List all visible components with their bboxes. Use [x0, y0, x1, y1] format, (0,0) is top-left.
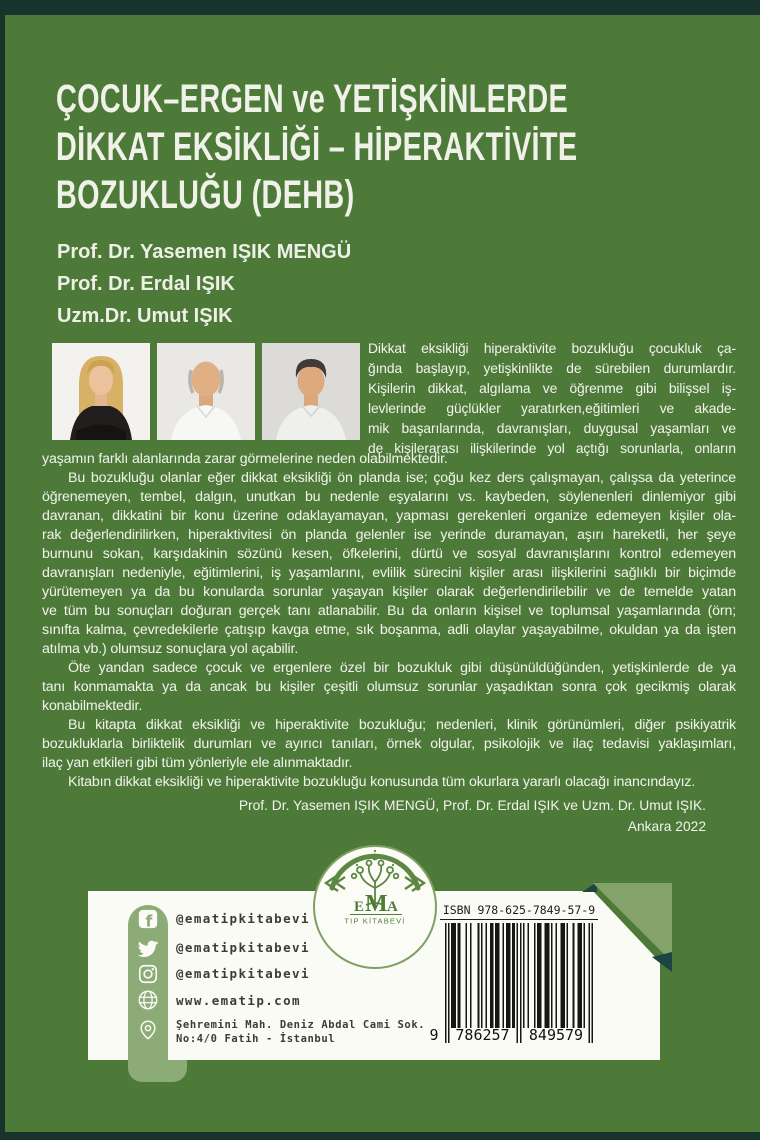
top-dark-band	[0, 0, 760, 15]
barcode-digit-lead: 9	[429, 1026, 439, 1044]
author-photo-bald-man	[157, 343, 255, 440]
authors-list	[57, 236, 351, 332]
paragraph-3	[42, 659, 736, 716]
paragraph-5	[42, 773, 736, 792]
address-line-1: Şehremini Mah. Deniz Abdal Cami Sok.	[176, 1019, 426, 1031]
synopsis-text	[42, 450, 736, 792]
paragraph-4	[42, 716, 736, 773]
svg-text:E: E	[354, 899, 365, 915]
facebook-icon	[137, 908, 159, 930]
intro-section	[52, 341, 736, 456]
author-2: Prof. Dr. Erdal IŞIK	[57, 273, 235, 295]
instagram-handle: @ematipkitabevi	[176, 966, 310, 981]
isbn-label: ISBN 978-625-7849-57-9	[440, 903, 598, 920]
text-line: rak değerlendirilirken, hiperaktivitesi ön planda gelenler ise yerinde duramayan, aşırı hareketli, her şeye	[42, 527, 736, 543]
svg-text:M: M	[365, 891, 388, 917]
text-line: Kişilerin dikkat, algılama ve öğrenme gibi bilişsel iş-	[368, 381, 736, 396]
paragraph-1-end	[42, 450, 736, 469]
barcode-digits-right: 849579	[528, 1026, 584, 1044]
publisher-logo	[310, 842, 440, 972]
text-line: bozukluklarla birliktelik durumları ve ayırıcı tanıları, örnek olgular, psikolojik ve ilaç tedavisi yaklaşımları,	[42, 736, 736, 752]
book-title	[56, 75, 760, 219]
author-photo-dark-haired-man	[262, 343, 360, 440]
title-line-2: DİKKAT EKSİKLİĞİ – HİPERAKTİVİTE	[56, 125, 578, 169]
text-line: Bu kitapta dikkat eksikliği ve hiperaktivite bozukluğu; nedenleri, klinik görünümleri, diğer psikiyatrik	[68, 717, 736, 733]
instagram-icon	[137, 963, 159, 985]
bottom-dark-band	[0, 1132, 760, 1140]
author-1: Prof. Dr. Yasemen IŞIK MENGÜ	[57, 241, 352, 263]
paragraph-2	[42, 469, 736, 659]
text-line: yürütemeyen ya da bu konularda sorunlar yaşayan kişiler olarak değerlendirilebilir ve de temelde yatan	[42, 584, 736, 600]
globe-icon	[137, 989, 159, 1011]
barcode-digits-left: 786257	[455, 1026, 510, 1044]
author-photos	[52, 343, 360, 440]
ean13-barcode	[445, 923, 593, 1043]
author-3: Uzm.Dr. Umut IŞIK	[57, 305, 233, 327]
text-line: sınıfta kalma, çevredekilerle çatışıp kavga etme, sık boşanma, adli olaylar yaşayabilme, okuldan ya da işten	[42, 622, 736, 638]
intro-paragraph-column	[368, 339, 736, 459]
logo-tagline: TIP KİTABEVİ	[344, 916, 406, 926]
text-line: davranışları nedeniyle, eğitimlerini, iş yaşamlarını, evlilik sürecini kişiler arası ilişkilerini sağlıklı bir biçimde	[42, 565, 736, 581]
publisher-address	[176, 1018, 425, 1046]
title-line-3: BOZUKLUĞU (DEHB)	[56, 173, 355, 217]
svg-text:A: A	[387, 899, 398, 915]
text-line: öğrenemeyen, tembel, dalgın, unutkan bu nedenle eşyalarını vs. kaybeden, söylenenleri dinlemiyor gibi	[42, 489, 736, 505]
text-line: konabilmektedir.	[42, 698, 143, 714]
left-dark-band	[0, 0, 5, 1140]
credit-block	[239, 795, 706, 837]
text-line: levlerinde güçlükler yaratırken,eğitimleri ve akade-	[368, 401, 736, 416]
author-photo-woman	[52, 343, 150, 440]
text-line: ğında başlayıp, yetişkinlikte de sürebilen durumlardır.	[368, 361, 736, 376]
text-line: davranan, dikkatini bir konu üzerine odaklayamayan, yapması gerekenleri organize edemeyen kişiler ola-	[42, 508, 736, 524]
text-line: tanı konmamakta ya da ancak bu kişiler çeşitli olumsuz sorunlar yaşadıktan sonra çok gecikmiş olarak	[42, 679, 736, 695]
text-line: mik başarılarında, davranışları, duygusal yaşamları ve	[368, 421, 736, 436]
credit-date: Ankara 2022	[627, 819, 706, 834]
text-line: Dikkat eksikliği hiperaktivite bozukluğu çocukluk ça-	[368, 341, 736, 356]
text-line: de kişilerarası ilişkilerinde yol açtığı sorunlarla, onların	[368, 441, 736, 456]
text-line: ve tüm bu sonuçları doğuran gerçek tanı atlanabilir. Bu da onların kişisel ve toplumsal yaşamlarında (örn;	[42, 603, 736, 619]
text-line: Öte yandan sadece çocuk ve ergenlere özel bir bozukluk gibi düşünüldüğünden, yetişkinlerde de ya	[68, 660, 736, 676]
facebook-handle: @ematipkitabevi	[176, 911, 310, 926]
credit-authors: Prof. Dr. Yasemen IŞIK MENGÜ, Prof. Dr. Erdal IŞIK ve Uzm. Dr. Umut IŞIK.	[238, 798, 706, 813]
text-line: Bu bozukluğu olanlar eğer dikkat eksikliği ön planda ise; çoğu kez ders çalışmayan, çalışsa da yeterince	[68, 470, 736, 486]
svg-text:f: f	[145, 912, 153, 930]
text-line: atılma vb.) olumsuz sonuçlara yol açabilir.	[42, 641, 299, 657]
website-url: www.ematip.com	[176, 993, 301, 1008]
twitter-icon	[137, 937, 159, 959]
location-icon	[137, 1019, 159, 1041]
text-line: ilaç yan etkileri gibi tüm yönleriyle ele alınmaktadır.	[42, 755, 353, 771]
text-line: yaşamın farklı alanlarında zarar görmelerine neden olabilmektedir.	[42, 451, 448, 467]
twitter-handle: @ematipkitabevi	[176, 940, 310, 955]
title-line-1: ÇOCUK–ERGEN ve YETİŞKİNLERDE	[56, 77, 569, 121]
text-line: Kitabın dikkat eksikliği ve hiperaktivite bozukluğu konusunda tüm okurlara yararlı olacağı inancındayız.	[68, 774, 696, 790]
address-line-2: No:4/0 Fatih - İstanbul	[176, 1033, 336, 1045]
text-line: burnunu sokan, karşıdakinin sözünü kesen, öfkelerini, dürtü ve sosyal davranışlarını kontrol edemeyen	[42, 546, 736, 562]
